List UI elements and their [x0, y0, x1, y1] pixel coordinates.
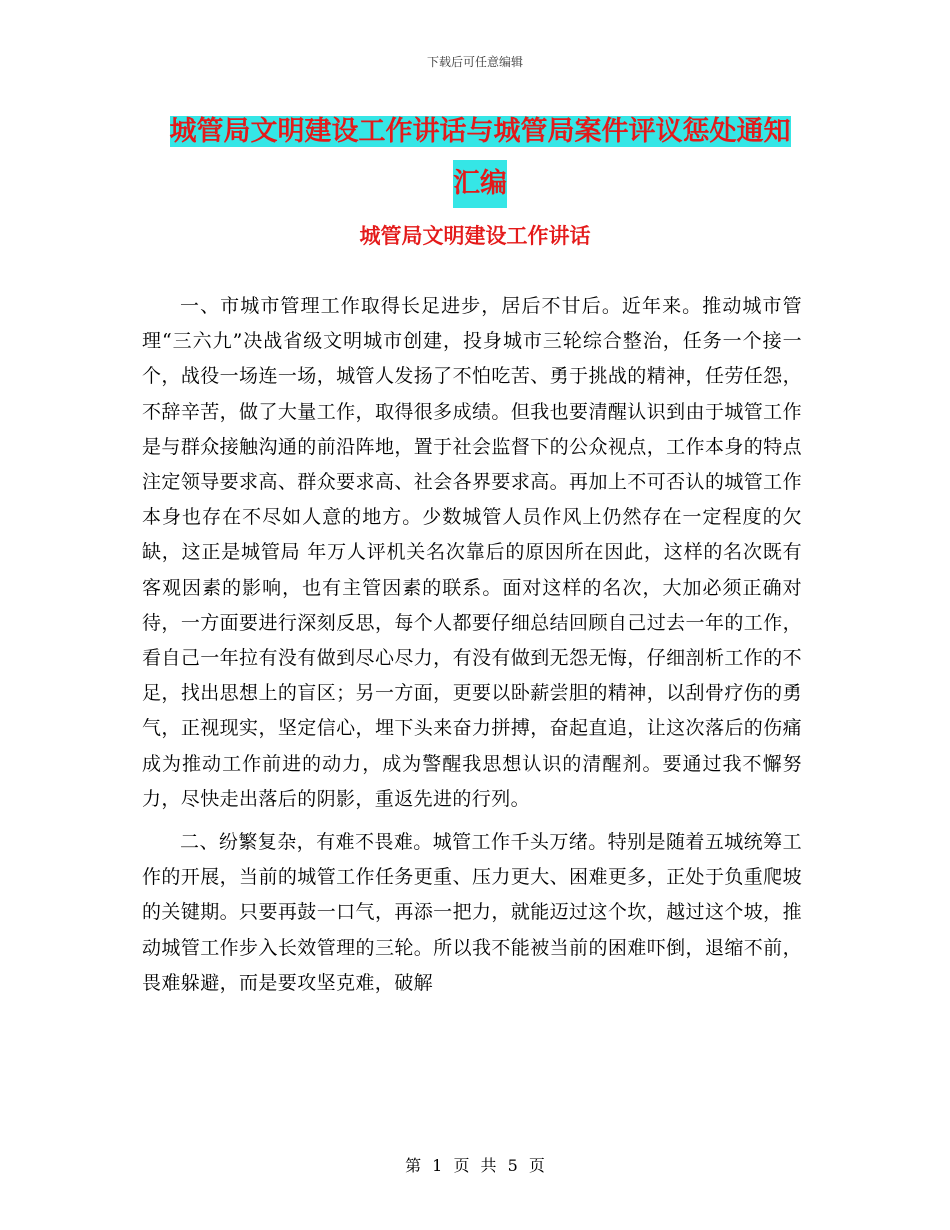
document-title-line-2: 汇编 [453, 160, 507, 208]
document-title-line-1: 城管局文明建设工作讲话与城管局案件评议惩处通知 [169, 116, 791, 147]
header-note: 下载后可任意编辑 [426, 55, 523, 69]
document-title [150, 108, 810, 208]
paragraph-1: 一、市城市管理工作取得长足进步，居后不甘后。近年来。推动城市管理“三六九”决战省级文明城市创建，投身城市三轮综合整治，任务一个接一个，战役一场连一场，城管人发扬了不怕吃苦、勇于挑战的精神，任劳任怨，不辞辛苦，做了大量工作，取得很多成绩。但我也要清醒认识到由于城管工作是与群众接触沟通的前沿阵地，置于社会监督下的公众视点，工作本身的特点注定领导要求高、群众要求高、社会各界要求高。再加上不可否认的城管工作本身也存在不尽如人意的地方。少数城管人员作风上仍然存在一定程度的欠缺，这正是城管局 年万人评机关名次靠后的原因所在因此，这样的名次既有客观因素的影响，也有主管因素的联系。面对这样的名次，大加必须正确对待，一方面要进行深刻反思，每个人都要仔细总结回顾自己过去一年的工作，看自己一年拉有没有做到尽心尽力，有没有做到无怨无悔，仔细剖析工作的不足，找出思想上的盲区；另一方面，更要以卧薪尝胆的精神，以刮骨疗伤的勇气，正视现实，坚定信心，埋下头来奋力拼搏，奋起直追，让这次落后的伤痛成为推动工作前进的动力，成为警醒我思想认识的清醒剂。要通过我不懈努力，尽快走出落后的阴影，重返先进的行列。 [142, 295, 802, 810]
page-footer: 第 1 页 共 5 页 [405, 1156, 545, 1175]
section-title: 城管局文明建设工作讲话 [359, 223, 591, 248]
body-text [142, 289, 802, 1001]
paragraph-2: 二、纷繁复杂，有难不畏难。城管工作千头万绪。特别是随着五城统筹工作的开展，当前的城管工作任务更重、压力更大、困难更多，正处于负重爬坡的关键期。只要再鼓一口气，再添一把力，就能迈过这个坎，越过这个坡，推动城管工作步入长效管理的三轮。所以我不能被当前的困难吓倒，退缩不前，畏难躲避，而是要攻坚克难，破解 [142, 831, 802, 994]
